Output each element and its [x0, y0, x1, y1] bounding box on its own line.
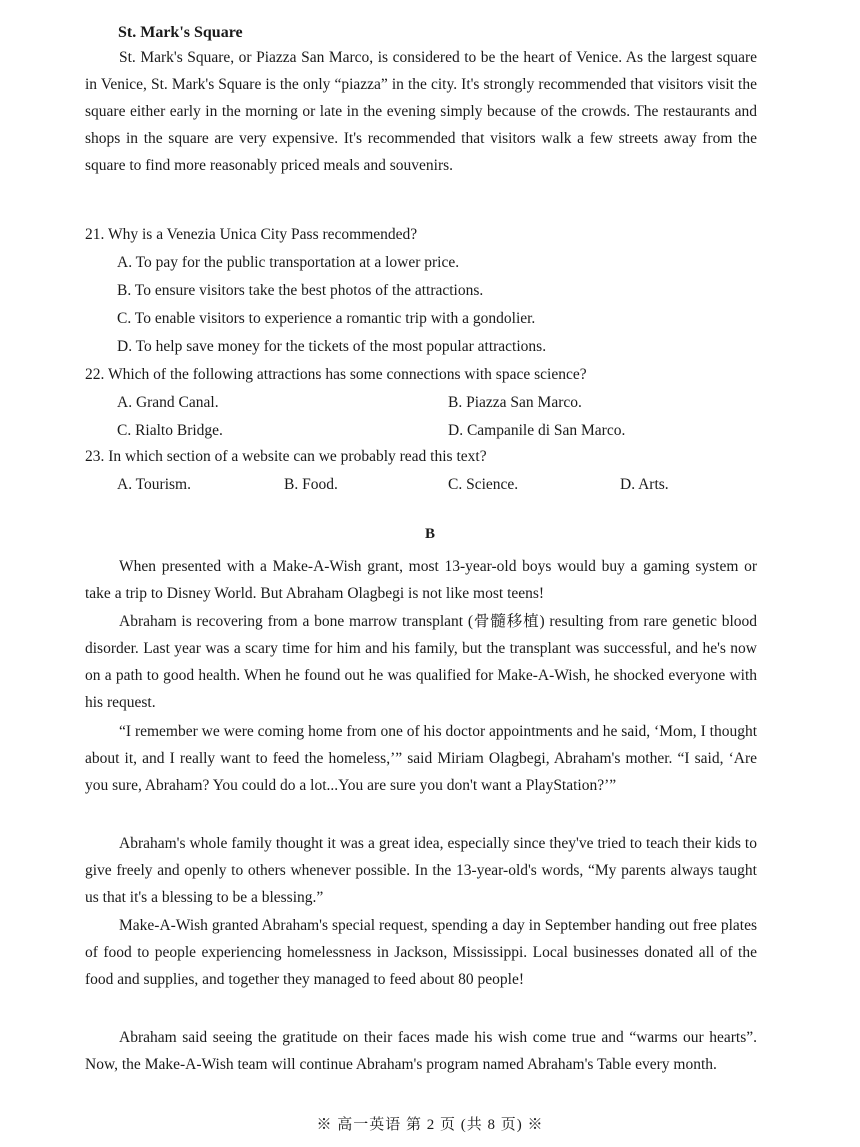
- passage-b-paragraph-5: Make-A-Wish granted Abraham's special request, spending a day in September handing out free plates of food to people experiencing homelessness in Jackson, Mississippi. Local businesses donated all of the food and supplies, and together they managed to feed about 80 people!: [85, 917, 757, 988]
- question-22-option-d: D. Campanile di San Marco.: [448, 422, 626, 439]
- question-21-option-a: A. To pay for the public transportation at a lower price.: [117, 254, 460, 271]
- question-22-option-a: A. Grand Canal.: [117, 394, 219, 411]
- question-23-option-d: D. Arts.: [620, 476, 669, 493]
- question-23-stem: 23. In which section of a website can we probably read this text?: [85, 448, 487, 465]
- passage-b-paragraph-6: Abraham said seeing the gratitude on their faces made his wish come true and “warms our hearts”. Now, the Make-A-Wish team will continue Abraham's program named Abraham's Table every month.: [85, 1029, 757, 1073]
- question-23-option-a: A. Tourism.: [117, 476, 191, 493]
- passage-b-paragraph-2: Abraham is recovering from a bone marrow transplant (骨髓移植) resulting from rare genetic blood disorder. Last year was a scary time for him and his family, but the transplant was successful, and he's now on a path to good health. When he found out he was qualified for Make-A-Wish, he shocked everyone with his request.: [85, 613, 757, 711]
- question-22-stem: 22. Which of the following attractions has some connections with space science?: [85, 366, 587, 383]
- passage-b-paragraph-4: Abraham's whole family thought it was a great idea, especially since they've tried to teach their kids to give freely and openly to others whenever possible. In the 13-year-old's words, “My parents always taught us that it's a blessing to be a blessing.”: [85, 835, 757, 906]
- question-21-option-c: C. To enable visitors to experience a romantic trip with a gondolier.: [117, 310, 536, 327]
- question-22-option-b: B. Piazza San Marco.: [448, 394, 582, 411]
- question-23-option-b: B. Food.: [284, 476, 338, 493]
- question-21-stem: 21. Why is a Venezia Unica City Pass recommended?: [85, 226, 418, 243]
- question-23-option-c: C. Science.: [448, 476, 519, 493]
- section-b-label: B: [424, 526, 435, 542]
- question-21-option-d: D. To help save money for the tickets of the most popular attractions.: [117, 338, 547, 355]
- question-21-option-b: B. To ensure visitors take the best photos of the attractions.: [117, 282, 484, 299]
- passage-b-paragraph-3: “I remember we were coming home from one of his doctor appointments and he said, ‘Mom, I thought about it, and I really want to feed the homeless,’” said Miriam Olagbegi, Abraham's mother. “I said, ‘Are you sure, Abraham? You could do a lot...You are sure you don't want a PlayStation?’”: [85, 723, 757, 794]
- passage-a-paragraph: St. Mark's Square, or Piazza San Marco, is considered to be the heart of Venice. As the largest square in Venice, St. Mark's Square is the only “piazza” in the city. It's strongly recommended that visitors visit the square either early in the morning or late in the evening simply because of the crowds. The restaurants and shops in the square are very expensive. It's recommended that visitors walk a few streets away from the square to find more reasonably priced meals and souvenirs.: [85, 49, 757, 174]
- passage-b-paragraph-1: When presented with a Make-A-Wish grant, most 13-year-old boys would buy a gaming system or take a trip to Disney World. But Abraham Olagbegi is not like most teens!: [85, 558, 757, 602]
- passage-a-heading: St. Mark's Square: [118, 24, 243, 41]
- page-footer: ※ 高一英语 第 2 页 (共 8 页) ※: [316, 1117, 544, 1133]
- question-22-option-c: C. Rialto Bridge.: [117, 422, 223, 439]
